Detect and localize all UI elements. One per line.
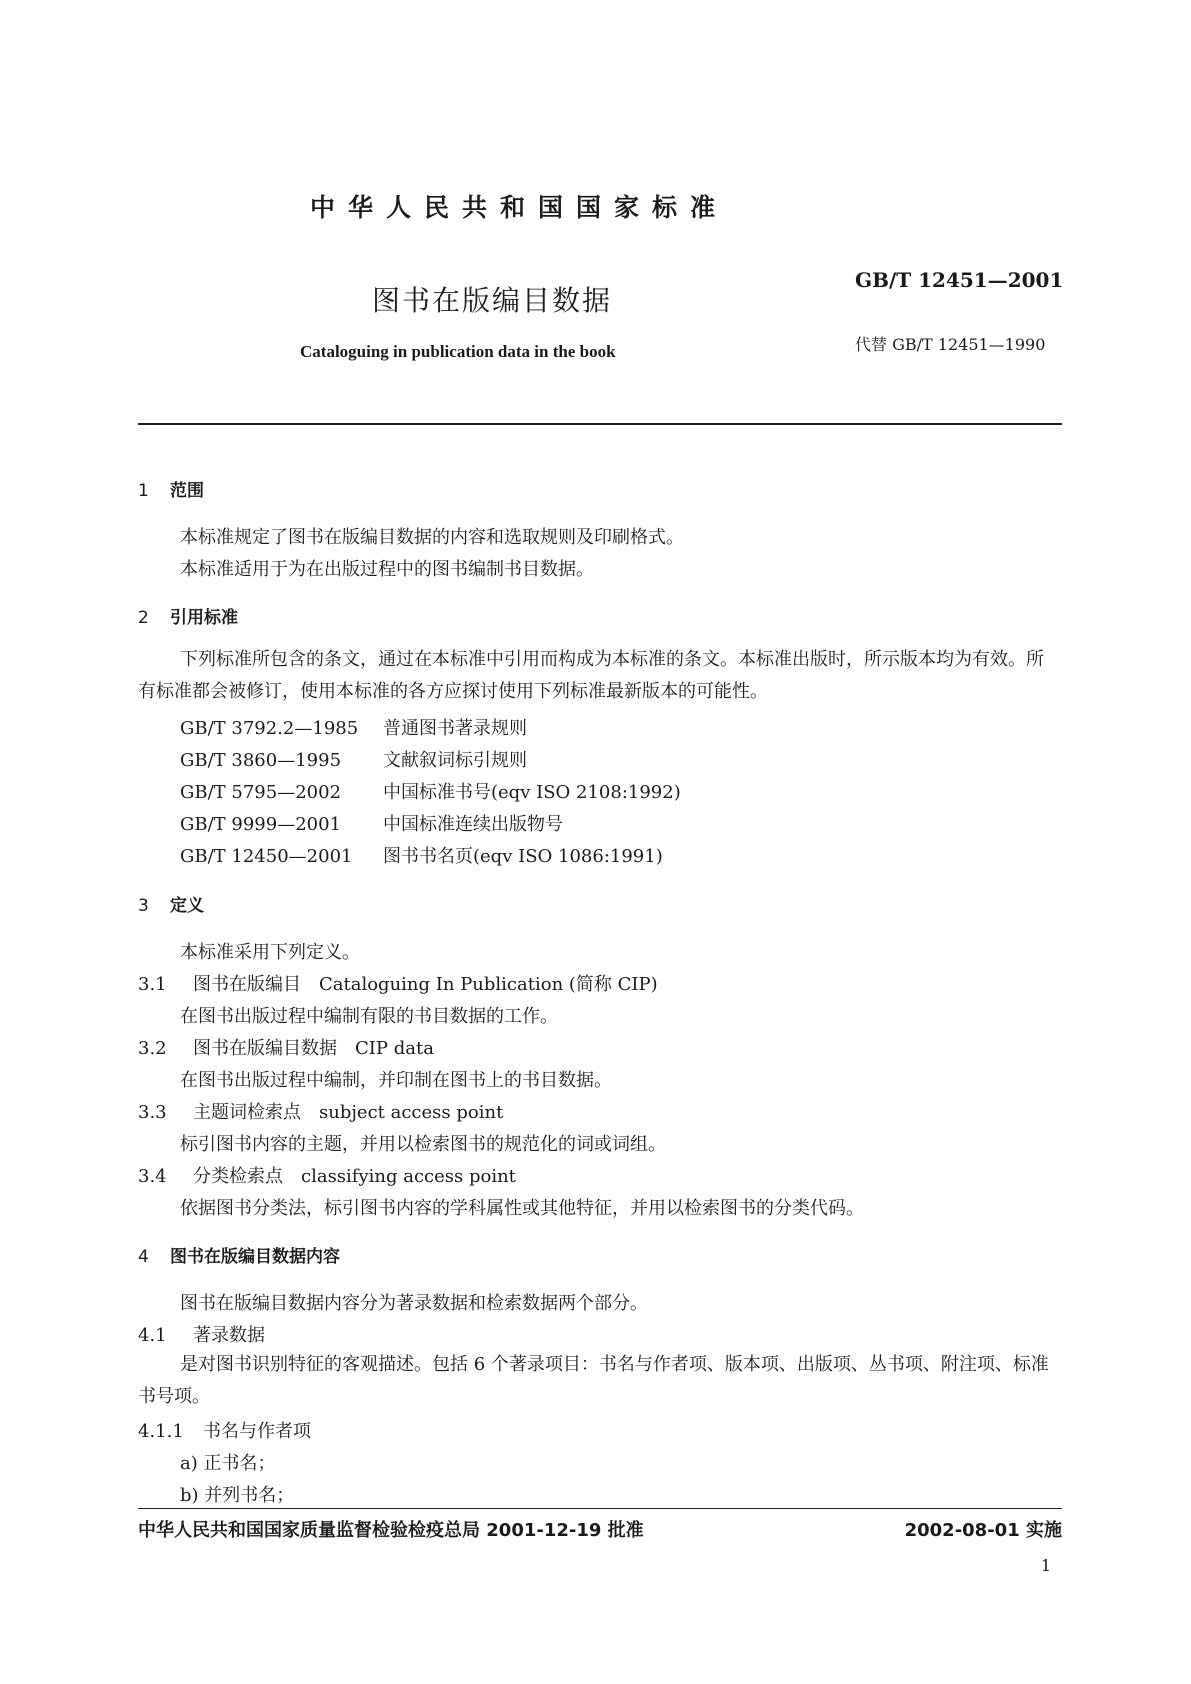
reference-code: GB/T 5795—2002 xyxy=(180,782,342,803)
clause-number: 3.2 xyxy=(138,1038,167,1059)
implementation-date: 2002-08-01 实施 xyxy=(904,1520,1062,1541)
reference-name: 中国标准书号(eqv ISO 2108:1992) xyxy=(383,782,681,803)
paragraph: 下列标准所包含的条文，通过在本标准中引用而构成为本标准的条文。本标准出版时，所示版本均为有效。所有标准都会被修订，使用本标准的各方应探讨使用下列标准最新版本的可能性。 xyxy=(138,649,1044,702)
section-3-heading xyxy=(138,891,204,916)
replaces-note: 代替 GB/T 12451—1990 xyxy=(855,335,1046,354)
reference-item xyxy=(180,714,527,740)
reference-item xyxy=(180,842,663,868)
clause-number: 3.1 xyxy=(138,974,167,995)
definition-text: 依据图书分类法，标引图书内容的学科属性或其他特征，并用以检索图书的分类代码。 xyxy=(180,1198,864,1219)
subsection-4-1-1-heading xyxy=(138,1417,311,1443)
reference-item xyxy=(180,746,527,772)
reference-name: 图书书名页(eqv ISO 1086:1991) xyxy=(383,846,663,867)
section-number: 3 xyxy=(138,896,149,916)
section-number: 2 xyxy=(138,608,149,628)
definition-text: 标引图书内容的主题，并用以检索图书的规范化的词或词组。 xyxy=(180,1134,666,1155)
subsection-title: 著录数据 xyxy=(193,1325,265,1346)
definition-term xyxy=(138,1034,434,1060)
clause-number: 4.1 xyxy=(138,1325,167,1346)
section-number: 4 xyxy=(138,1247,149,1267)
approval-statement: 中华人民共和国国家质量监督检验检疫总局 2001-12-19 批准 xyxy=(138,1520,644,1541)
national-standard-heading: 中华人民共和国国家标准 xyxy=(310,193,729,222)
clause-number: 3.4 xyxy=(138,1166,167,1187)
document-title-english: Cataloguing in publication data in the book xyxy=(300,342,616,361)
reference-name: 中国标准连续出版物号 xyxy=(383,814,563,835)
paragraph: 本标准规定了图书在版编目数据的内容和选取规则及印刷格式。 xyxy=(180,527,684,548)
reference-code: GB/T 9999—2001 xyxy=(180,814,342,835)
reference-item xyxy=(180,810,563,836)
section-2-heading xyxy=(138,603,238,628)
clause-number: 4.1.1 xyxy=(138,1421,184,1442)
reference-item xyxy=(180,778,681,804)
section-title: 范围 xyxy=(170,481,204,501)
clause-number: 3.3 xyxy=(138,1102,167,1123)
reference-name: 文献叙词标引规则 xyxy=(383,750,527,771)
subsection-4-1-heading xyxy=(138,1321,265,1347)
subsection-title: 书名与作者项 xyxy=(203,1421,311,1442)
definition-term xyxy=(138,1162,516,1188)
section-title: 图书在版编目数据内容 xyxy=(170,1247,340,1267)
paragraph: 图书在版编目数据内容分为著录数据和检索数据两个部分。 xyxy=(180,1293,648,1314)
definition-text: 在图书出版过程中编制有限的书目数据的工作。 xyxy=(180,1006,558,1027)
term-text: 主题词检索点 subject access point xyxy=(193,1102,504,1123)
reference-code: GB/T 3860—1995 xyxy=(180,750,342,771)
standard-code: GB/T 12451—2001 xyxy=(855,268,1064,292)
definition-term xyxy=(138,1098,503,1124)
term-text: 图书在版编目数据 CIP data xyxy=(193,1038,434,1059)
document-title: 图书在版编目数据 xyxy=(372,284,613,317)
reference-name: 普通图书著录规则 xyxy=(383,718,527,739)
header-divider xyxy=(138,423,1062,425)
definition-term xyxy=(138,970,658,996)
section-number: 1 xyxy=(138,481,149,501)
term-text: 分类检索点 classifying access point xyxy=(193,1166,516,1187)
paragraph: 本标准适用于为在出版过程中的图书编制书目数据。 xyxy=(180,559,594,580)
section-1-heading xyxy=(138,476,204,501)
term-text: 图书在版编目 Cataloguing In Publication (简称 CIP) xyxy=(193,974,658,995)
page-number: 1 xyxy=(1040,1556,1051,1575)
section-title: 定义 xyxy=(170,896,204,916)
paragraph: 是对图书识别特征的客观描述。包括 6 个著录项目：书名与作者项、版本项、出版项、丛书项、附注项、标准书号项。 xyxy=(138,1354,1049,1407)
section-4-heading xyxy=(138,1242,340,1267)
definition-text: 在图书出版过程中编制，并印制在图书上的书目数据。 xyxy=(180,1070,612,1091)
list-item: b) 并列书名； xyxy=(180,1485,295,1506)
reference-code: GB/T 3792.2—1985 xyxy=(180,718,359,739)
list-item: a) 正书名； xyxy=(180,1453,276,1474)
section-title: 引用标准 xyxy=(170,608,238,628)
reference-code: GB/T 12450—2001 xyxy=(180,846,353,867)
footer-divider xyxy=(138,1508,1062,1509)
paragraph: 本标准采用下列定义。 xyxy=(180,942,360,963)
